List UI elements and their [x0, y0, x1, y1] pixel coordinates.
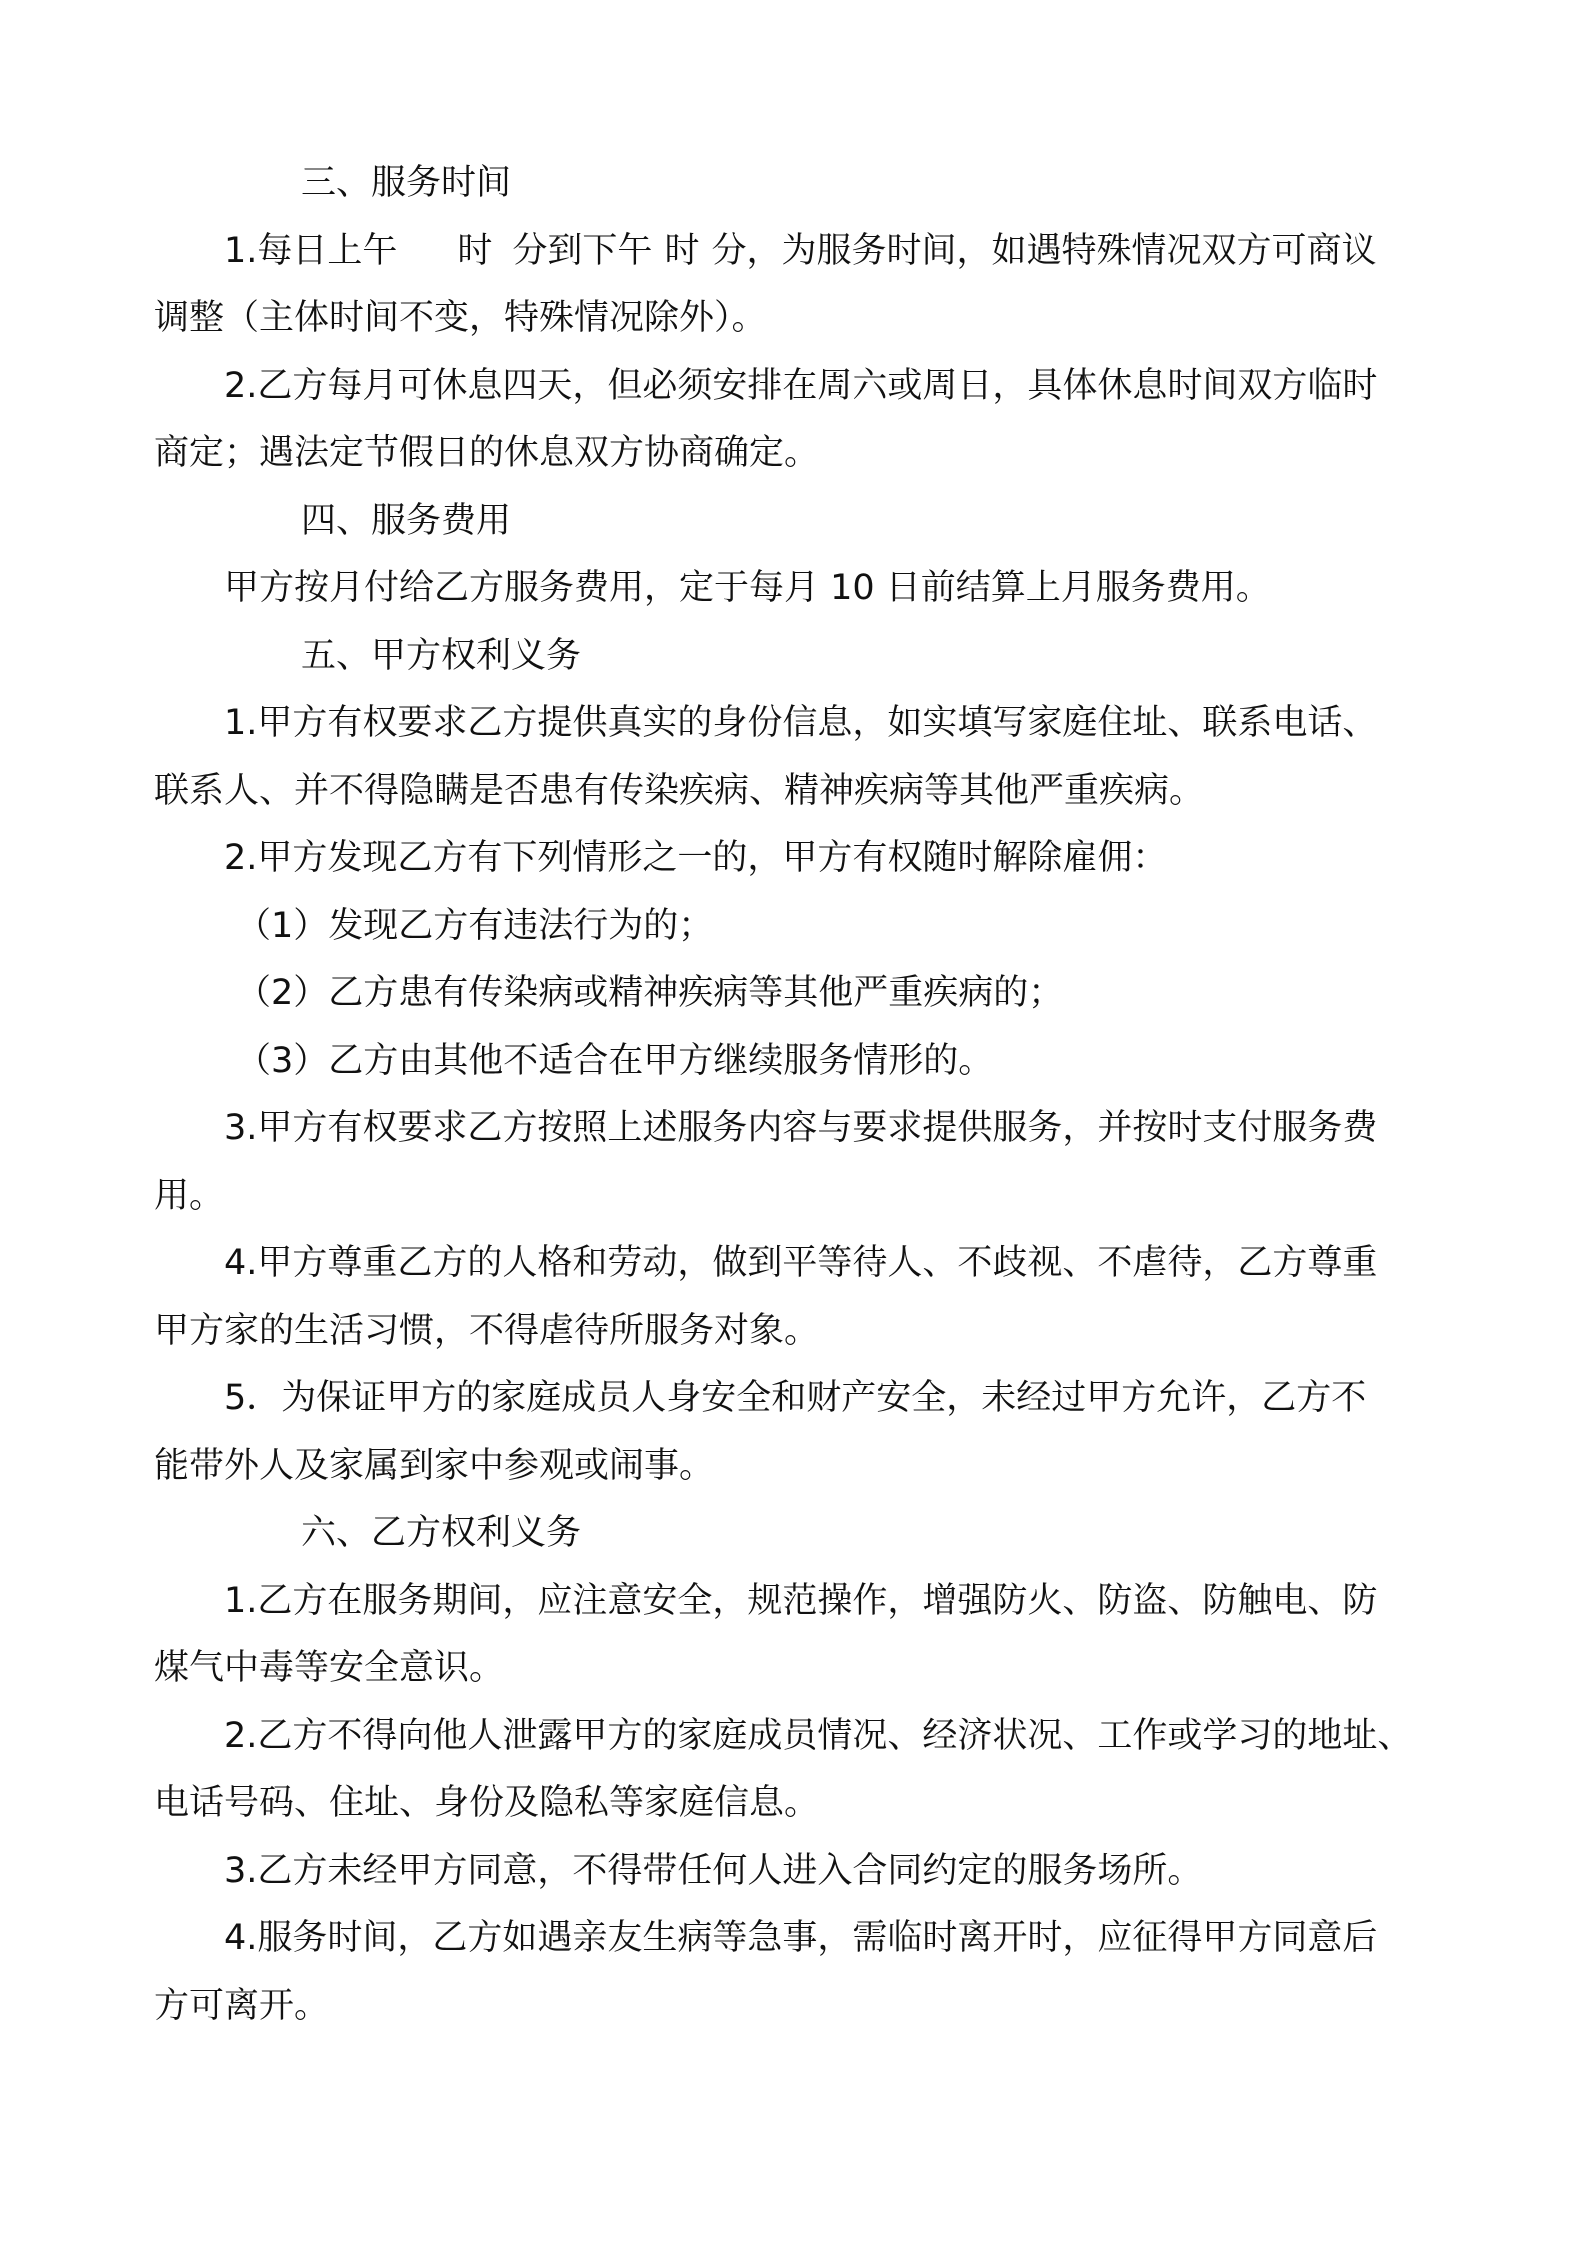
paragraph-rest-days-line-1: 2.乙方每月可休息四天，但必须安排在周六或周日，具体休息时间双方临时 — [224, 365, 1378, 406]
section-heading-party-a-rights: 五、甲方权利义务 — [301, 635, 582, 676]
paragraph-b-rights-3: 3.乙方未经甲方同意，不得带任何人进入合同约定的服务场所。 — [224, 1850, 1203, 1891]
paragraph-a-rights-2-line-1: 2.甲方发现乙方有下列情形之一的，甲方有权随时解除雇佣： — [224, 838, 1168, 878]
paragraph-a-rights-5-line-2: 能带外人及家属到家中参观或闹事。 — [154, 1445, 715, 1486]
paragraph-a-rights-5-line-1: 5．为保证甲方的家庭成员人身安全和财产安全，未经过甲方允许，乙方不 — [224, 1378, 1367, 1418]
paragraph-a-rights-3-line-1: 3.甲方有权要求乙方按照上述服务内容与要求提供服务，并按时支付服务费 — [224, 1108, 1378, 1148]
paragraph-a-rights-1-line-1: 1.甲方有权要求乙方提供真实的身份信息，如实填写家庭住址、联系电话、 — [224, 703, 1378, 743]
text-segment: 分到下午 — [512, 230, 653, 271]
list-item-termination-1: （1）发现乙方有违法行为的； — [236, 905, 714, 946]
paragraph-b-rights-1-line-1: 1.乙方在服务期间，应注意安全，规范操作，增强防火、防盗、防触电、防 — [224, 1580, 1378, 1621]
paragraph-rest-days-line-2: 商定；遇法定节假日的休息双方协商确定。 — [154, 433, 820, 473]
list-item-termination-2: （2）乙方患有传染病或精神疾病等其他严重疾病的； — [236, 973, 1064, 1013]
section-heading-service-fee: 四、服务费用 — [301, 500, 512, 541]
section-heading-party-b-rights: 六、乙方权利义务 — [301, 1513, 582, 1553]
paragraph-b-rights-4-line-2: 方可离开。 — [154, 1985, 330, 2026]
paragraph-a-rights-3-line-2: 用。 — [154, 1175, 225, 1216]
paragraph-a-rights-1-line-2: 联系人、并不得隐瞒是否患有传染疾病、精神疾病等其他严重疾病。 — [154, 770, 1205, 811]
text-segment: 时 — [664, 230, 700, 271]
text-segment: 分，为服务时间，如遇特殊情况双方可商议 — [711, 230, 1377, 271]
text-segment: 1.每日上午 — [224, 230, 398, 271]
paragraph-fee-payment: 甲方按月付给乙方服务费用，定于每月 10 日前结算上月服务费用。 — [224, 568, 1271, 608]
contract-body — [154, 150, 1444, 2040]
paragraph-b-rights-1-line-2: 煤气中毒等安全意识。 — [154, 1648, 505, 1688]
paragraph-a-rights-4-line-2: 甲方家的生活习惯，不得虐待所服务对象。 — [154, 1310, 820, 1351]
paragraph-a-rights-4-line-1: 4.甲方尊重乙方的人格和劳动，做到平等待人、不歧视、不虐待，乙方尊重 — [224, 1243, 1378, 1283]
paragraph-b-rights-2-line-2: 电话号码、住址、身份及隐私等家庭信息。 — [154, 1783, 820, 1823]
section-heading-service-time: 三、服务时间 — [301, 163, 512, 203]
paragraph-b-rights-2-line-1: 2.乙方不得向他人泄露甲方的家庭成员情况、经济状况、工作或学习的地址、 — [224, 1715, 1413, 1756]
paragraph-b-rights-4-line-1: 4.服务时间，乙方如遇亲友生病等急事，需临时离开时，应征得甲方同意后 — [224, 1918, 1378, 1958]
paragraph-service-hours-line-1 — [154, 218, 1444, 286]
paragraph-service-hours-line-2: 调整（主体时间不变，特殊情况除外）。 — [154, 298, 767, 338]
list-item-termination-3: （3）乙方由其他不适合在甲方继续服务情形的。 — [236, 1040, 994, 1081]
text-segment: 时 — [457, 230, 493, 271]
